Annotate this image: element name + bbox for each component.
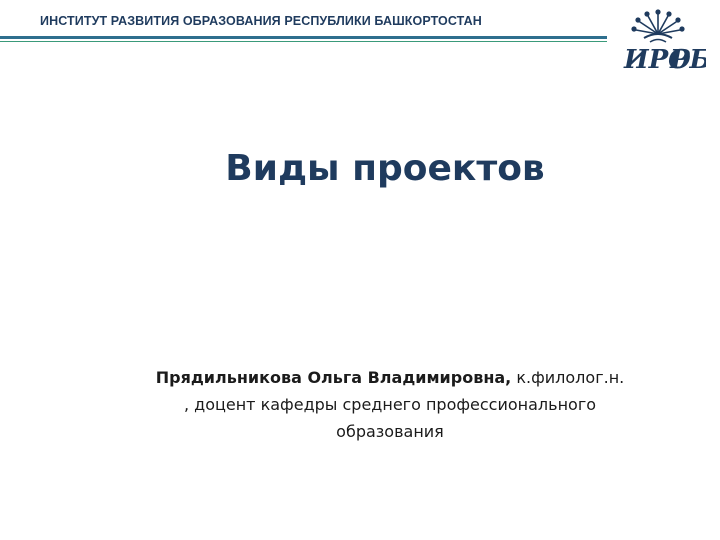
iro-rb-logo: [610, 4, 706, 74]
author-degree: к.филолог.н.: [511, 368, 625, 387]
author-line-1: [100, 364, 680, 391]
svg-text:РБ: Р: [670, 45, 690, 74]
author-position: , доцент кафедры среднего профессионального: [183, 395, 597, 414]
author-name: Прядильникова Ольга Владимировна,: [155, 368, 512, 387]
header-institute-title: ИНСТИТУТ РАЗВИТИЯ ОБРАЗОВАНИЯ РЕСПУБЛИКИ БАШКОРТОСТАН: [40, 14, 482, 28]
svg-text:ИРО: ИРО: [624, 45, 691, 74]
header-rule-primary: [0, 36, 607, 39]
author-block: [100, 364, 680, 445]
author-position-2: образования: [336, 422, 444, 441]
header-rule-secondary: [0, 41, 607, 42]
slide-title: Виды проектов: [225, 148, 545, 189]
